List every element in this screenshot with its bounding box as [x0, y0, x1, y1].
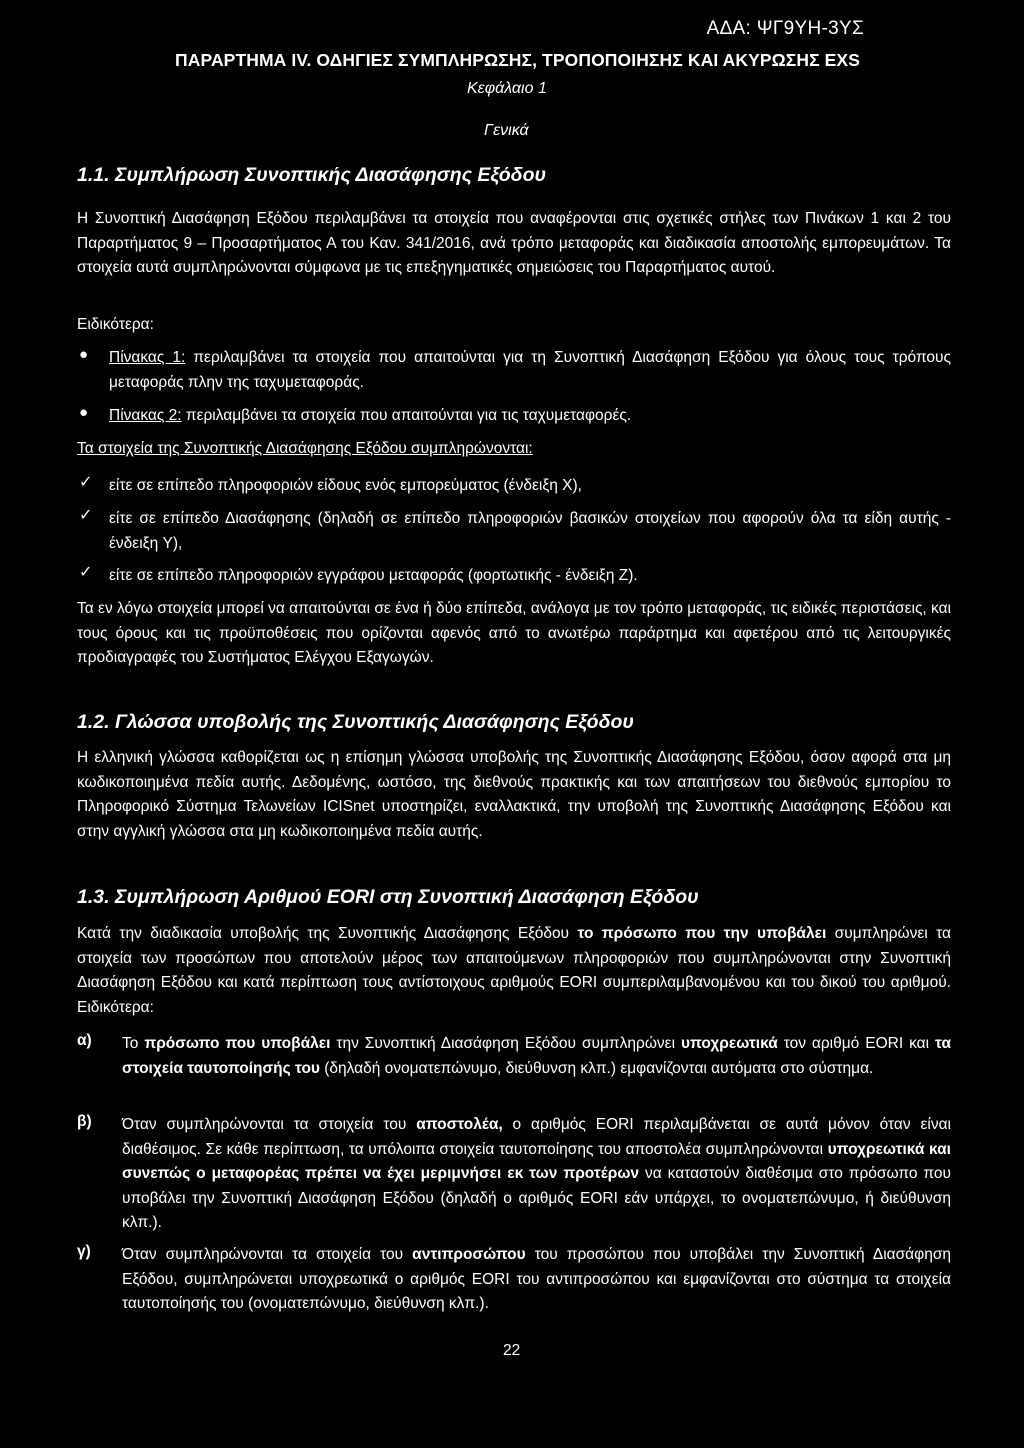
checkmark-icon: ✓ [79, 564, 93, 581]
section-1-1-heading: 1.1. Συμπλήρωση Συνοπτικής Διασάφησης Εξόδου [77, 164, 547, 186]
section-1-2-heading: 1.2. Γλώσσα υποβολής της Συνοπτικής Διασάφησης Εξόδου [77, 711, 634, 733]
table-1-text: περιλαμβάνει τα στοιχεία που απαιτούνται για τη Συνοπτική Διασάφηση Εξόδου για όλους τους τρόπους μεταφοράς πλην της ταχυμεταφοράς. [109, 349, 951, 391]
table-2-link: Πίνακας 2: [109, 407, 182, 424]
chapter-label: Κεφάλαιο 1 [467, 80, 547, 97]
bullet-icon: ● [79, 404, 89, 421]
section-1-2-body: Η ελληνική γλώσσα καθορίζεται ως η επίσημη γλώσσα υποβολής της Συνοπτικής Διασάφησης Εξόδου, όσον αφορά στα μη κωδικοποιημένα πεδία αυτής. Δεδομένης, ωστόσο, της διεθνούς πρακτικής και των απαιτήσεων του διεθνούς εμπορίου το Πληροφορικό Σύστημα Τελωνείων ICISnet υποστηρίζει, εναλλακτικά, την υποβολή της Συνοπτικής Διασάφησης Εξόδου και στην αγγλική γλώσσα στα μη κωδικοποιημένα πεδία αυτής. [77, 749, 951, 840]
section-1-3-intro: Κατά την διαδικασία υποβολής της Συνοπτικής Διασάφησης Εξόδου το πρόσωπο που την υποβάλει συμπληρώνει τα στοιχεία των προσώπων που αποτελούν μέρος των απαιτούμενων πληροφοριών που συμπληρώνονται στην Συνοπτική Διασάφηση Εξόδου και κατά περίπτωση τους αντίστοιχους αριθμούς EORI συμπεριλαμβανομένου και του δικού του αριθμού. Ειδικότερα: [77, 925, 951, 1016]
fill-level-y: είτε σε επίπεδο Διασάφησης (δηλαδή σε επίπεδο πληροφοριών βασικών στοιχείων που αφορούν όλα τα είδη αυτής - ένδειξη Y), [109, 510, 951, 552]
section-1-1-closing: Τα εν λόγω στοιχεία μπορεί να απαιτούνται σε ένα ή δύο επίπεδα, ανάλογα με τον τρόπο μεταφοράς, τις ειδικές περιστάσεις, και τους όρους και τις προϋποθέσεις που ορίζονται αφενός από το ανωτέρω παράρτημα και αφετέρου από τις λειτουργικές προδιαγραφές του Συστήματος Ελέγχου Εξαγωγών. [77, 600, 951, 666]
item-b-marker: β) [77, 1113, 92, 1130]
item-a-marker: α) [77, 1032, 92, 1049]
fill-level-x: είτε σε επίπεδο πληροφοριών είδους ενός εμπορεύματος (ένδειξη Χ), [109, 477, 582, 494]
item-a-text: Το πρόσωπο που υποβάλει την Συνοπτική Διασάφηση Εξόδου συμπληρώνει υποχρεωτικά τον αριθμό EORI και τα στοιχεία ταυτοποίησής του (δηλαδή ονοματεπώνυμο, διεύθυνση κλπ.) εμφανίζονται αυτόματα στο σύστημα. [122, 1035, 951, 1077]
page-number: 22 [503, 1342, 521, 1359]
bullet-item-table-2 [109, 404, 951, 429]
fill-levels-heading: Τα στοιχεία της Συνοπτικής Διασάφησης Εξόδου συμπληρώνονται: [77, 440, 533, 457]
item-b-text: Όταν συμπληρώνονται τα στοιχεία του αποστολέα, ο αριθμός EORI περιλαμβάνεται σε αυτά μόνον όταν είναι διαθέσιμος. Σε κάθε περίπτωση, τα υπόλοιπα στοιχεία ταυτοποίησης του αποστολέα συμπληρώνονται υποχρεωτικά και συνεπώς ο μεταφορέας πρέπει να έχει μεριμνήσει εκ των προτέρων να καταστούν διαθέσιμα στο πρόσωπο που υποβάλει την Συνοπτική Διασάφηση Εξόδου (δηλαδή ο αριθμός EORI εάν υπάρχει, το ονοματεπώνυμο, ή διεύθυνση κλπ.). [122, 1116, 952, 1231]
item-c-marker: γ) [77, 1243, 91, 1260]
ada-code: ΑΔΑ: ΨΓ9ΥΗ-3ΥΣ [706, 18, 864, 39]
checkmark-icon: ✓ [79, 474, 93, 491]
bullet-item-table-1 [109, 346, 951, 395]
section-1-3-heading: 1.3. Συμπλήρωση Αριθμού EORI στη Συνοπτική Διασάφηση Εξόδου [77, 886, 699, 908]
fill-level-z: είτε σε επίπεδο πληροφοριών εγγράφου μεταφοράς (φορτωτικής - ένδειξη Ζ). [109, 567, 638, 584]
annex-title: ΠΑΡΑΡΤΗΜΑ IV. ΟΔΗΓΙΕΣ ΣΥΜΠΛΗΡΩΣΗΣ, ΤΡΟΠΟΠΟΙΗΣΗΣ ΚΑΙ ΑΚΥΡΩΣΗΣ EXS [175, 50, 860, 70]
item-c-text: Όταν συμπληρώνονται τα στοιχεία του αντιπροσώπου του προσώπου που υποβάλει την Συνοπτική Διασάφηση Εξόδου, συμπληρώνεται υποχρεωτικά ο αριθμός EORI του αντιπροσώπου και εμφανίζονται στο σύστημα τα στοιχεία ταυτοποίησής του (ονοματεπώνυμο, διεύθυνση κλπ.). [122, 1246, 951, 1312]
submitter-emphasis: το πρόσωπο που την υποβάλει [577, 925, 827, 942]
checkmark-icon: ✓ [79, 507, 93, 524]
table-2-text: περιλαμβάνει τα στοιχεία που απαιτούνται για τις ταχυμεταφορές. [181, 407, 632, 424]
specifically-label: Ειδικότερα: [77, 316, 154, 333]
table-1-link: Πίνακας 1: [109, 349, 186, 366]
chapter-subtitle: Γενικά [484, 122, 529, 139]
section-1-1-intro: Η Συνοπτική Διασάφηση Εξόδου περιλαμβάνει τα στοιχεία που αναφέρονται στις σχετικές στήλες των Πινάκων 1 και 2 του Παραρτήματος 9 – Προσαρτήματος Α του Καν. 341/2016, ανά τρόπο μεταφοράς και διαδικασία αποστολής εμπορευμάτων. Τα στοιχεία αυτά συμπληρώνονται σύμφωνα με τις επεξηγηματικές σημειώσεις του Παραρτήματος αυτού. [77, 210, 951, 276]
bullet-icon: ● [79, 346, 89, 363]
